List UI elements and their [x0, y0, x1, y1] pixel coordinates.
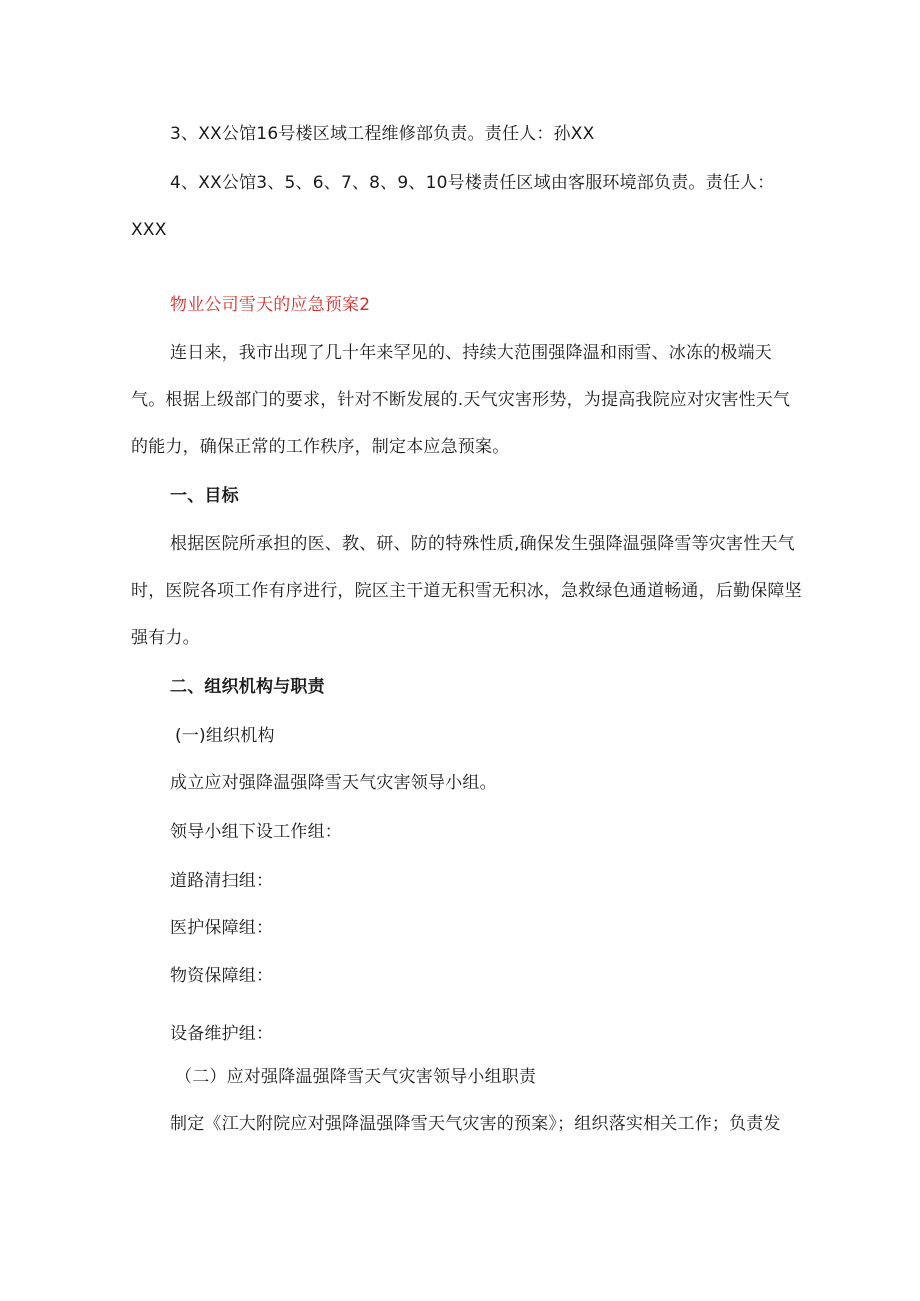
heading-goal: 一、目标: [170, 486, 239, 506]
paragraph-building-16: 3、XX公馆16号楼区域工程维修部负责。责任人：孙XX: [170, 124, 595, 144]
paragraph-work-groups: 领导小组下设工作组：: [170, 822, 342, 842]
intro-line-1: 连日来，我市出现了几十年来罕见的、持续大范围强降温和雨雪、冰冻的极端天: [170, 343, 772, 363]
group-medical-support: 医护保障组：: [170, 918, 274, 938]
paragraph-leadership-group: 成立应对强降温强降雪天气灾害领导小组。: [170, 773, 497, 793]
intro-line-3: 的能力，确保正常的工作秩序，制定本应急预案。: [131, 437, 510, 457]
paragraph-buildings-list: 4、XX公馆3、5、6、7、8、9、10号楼责任区域由客服环境部负责。责任人：: [170, 173, 775, 193]
subheading-leadership-duties: （二）应对强降温强降雪天气灾害领导小组职责: [175, 1067, 537, 1087]
goal-line-2: 时，医院各项工作有序进行，院区主干道无积雪无积冰，急救绿色通道畅通，后勤保障坚: [131, 581, 802, 601]
intro-line-2: 气。根据上级部门的要求，针对不断发展的.天气灾害形势，为提高我院应对灾害性天气: [131, 390, 791, 410]
heading-organization: 二、组织机构与职责: [170, 677, 325, 697]
paragraph-responsible-person: XXX: [131, 220, 167, 240]
paragraph-duties: 制定《江大附院应对强降温强降雪天气灾害的预案》；组织落实相关工作；负责发: [170, 1114, 781, 1134]
section-title: 物业公司雪天的应急预案2: [170, 295, 371, 315]
goal-line-3: 强有力。: [131, 628, 200, 648]
goal-line-1: 根据医院所承担的医、教、研、防的特殊性质,确保发生强降温强降雪等灾害性天气: [170, 534, 795, 554]
group-materials-support: 物资保障组：: [170, 966, 274, 986]
subheading-organization: (一)组织机构: [175, 726, 275, 746]
group-equipment-maintenance: 设备维护组：: [170, 1024, 274, 1044]
group-road-cleaning: 道路清扫组：: [170, 871, 274, 891]
